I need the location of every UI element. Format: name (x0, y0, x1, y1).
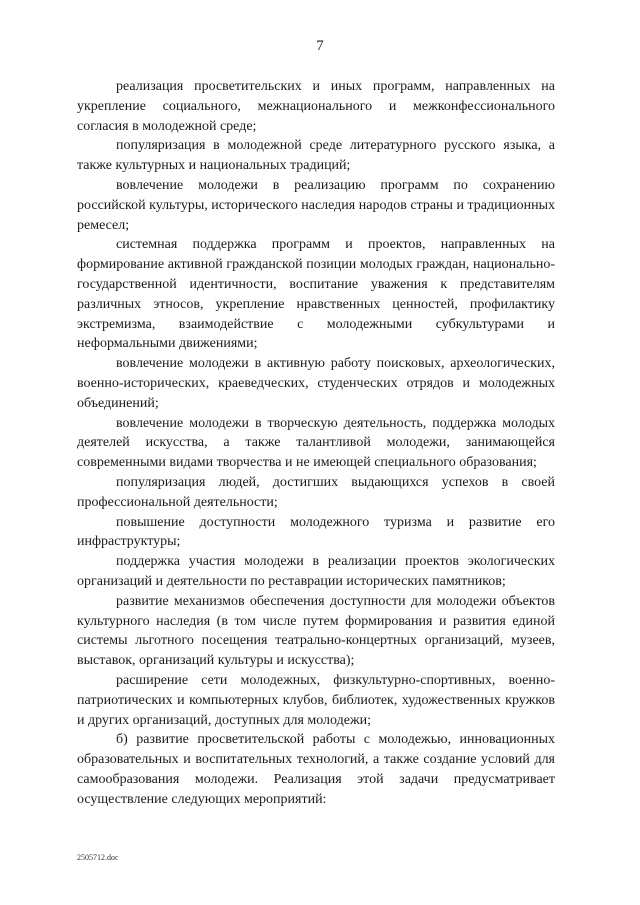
paragraph: вовлечение молодежи в активную работу поисковых, археологических, военно-исторических, краеведческих, студенческих отрядов и молодежных объединений; (77, 356, 555, 411)
paragraph: расширение сети молодежных, физкультурно-спортивных, военно-патриотических и компьютерных клубов, библиотек, художественных кружков и других организаций, доступных для молодежи; (77, 672, 555, 728)
footer-file-name: 2505712.doc (77, 853, 119, 862)
paragraph: повышение доступности молодежного туризма и развитие его инфраструктуры; (77, 514, 555, 550)
paragraph: вовлечение молодежи в творческую деятельность, поддержка молодых деятелей искусства, а также талантливой молодежи, занимающейся современными видами творчества и не имеющей специального образования; (77, 415, 555, 471)
page-number: 7 (316, 38, 324, 54)
paragraph: популяризация в молодежной среде литературного русского языка, а также культурных и национальных традиций; (77, 138, 555, 174)
paragraph: вовлечение молодежи в реализацию программ по сохранению российской культуры, исторического наследия народов страны и традиционных ремесел; (77, 177, 555, 233)
paragraph: поддержка участия молодежи в реализации проектов экологических организаций и деятельности по реставрации исторических памятников; (77, 554, 555, 589)
paragraph: б) развитие просветительской работы с молодежью, инновационных образовательных и воспитательных технологий, а также создание условий для самообразования молодежи. Реализация этой задачи предусматривает осуществление следующих мероприятий: (77, 732, 555, 807)
paragraph: популяризация людей, достигших выдающихся успехов в своей профессиональной деятельности; (77, 474, 555, 510)
paragraph: реализация просветительских и иных программ, направленных на укрепление социального, межнационального и межконфессионального согласия в молодежной среде; (77, 79, 555, 134)
document-body (77, 77, 555, 809)
paragraph: развитие механизмов обеспечения доступности для молодежи объектов культурного наследия (в том числе путем формирования и развития единой системы льготного посещения театрально-концертных организаций, музеев, выставок, организаций культуры и искусства); (77, 593, 555, 669)
paragraph: системная поддержка программ и проектов, направленных на формирование активной гражданской позиции молодых граждан, национально-государственной идентичности, воспитание уважения к представителям различных этносов, укрепление нравственных ценностей, профилактику экстремизма, взаимодействие с молодежными субкультурами и неформальными движениями; (77, 237, 555, 352)
